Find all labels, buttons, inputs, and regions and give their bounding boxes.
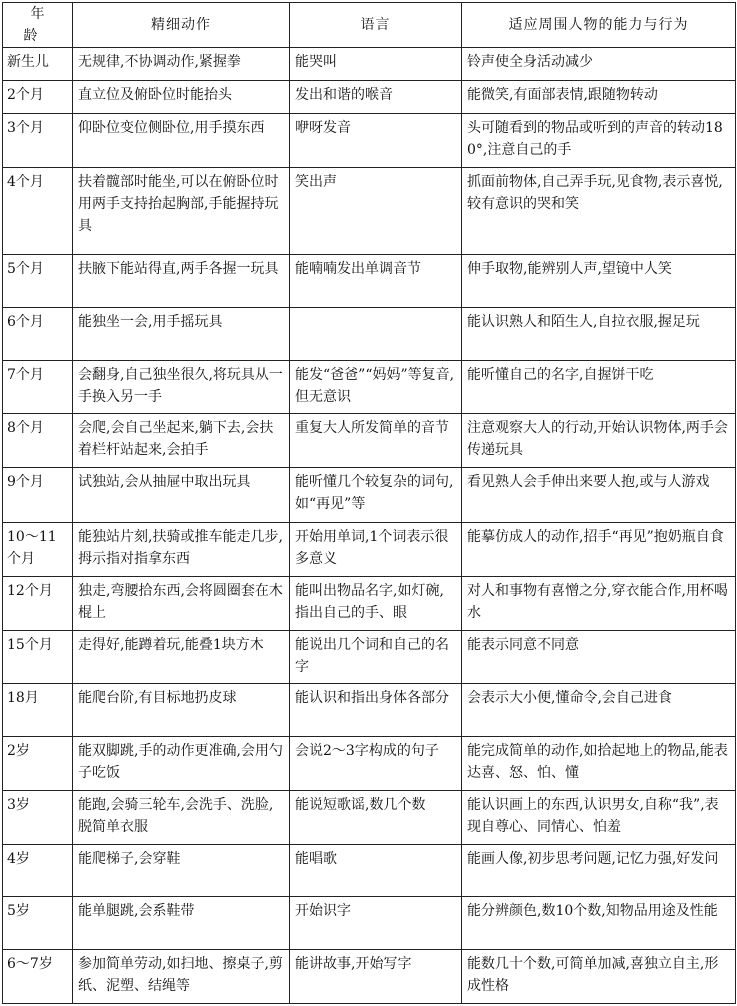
fine-motor-cell: 能双脚跳,手的动作更准确,会用勺子吃饭 — [73, 737, 290, 791]
fine-motor-cell: 会爬,会自己坐起来,躺下去,会扶着栏杆站起来,会拍手 — [73, 414, 290, 468]
language-cell: 会说2～3字构成的句子 — [290, 737, 462, 791]
age-cell: 2个月 — [3, 80, 73, 114]
adaptation-cell: 能听懂自己的名字,自握饼干吃 — [462, 360, 736, 414]
adaptation-cell: 能认识熟人和陌生人,自拉衣服,握足玩 — [462, 307, 736, 360]
fine-motor-cell: 能独站片刻,扶骑或推车能走几步,拇示指对指拿东西 — [73, 523, 290, 577]
age-cell: 8个月 — [3, 414, 73, 468]
table-row — [3, 630, 736, 684]
language-cell: 重复大人所发简单的音节 — [290, 414, 462, 468]
table-row — [3, 80, 736, 114]
table-row — [3, 167, 736, 254]
fine-motor-cell: 能单腿跳,会系鞋带 — [73, 897, 290, 950]
adaptation-cell: 能表示同意不同意 — [462, 630, 736, 684]
age-cell: 7个月 — [3, 360, 73, 414]
language-cell: 能说出几个词和自己的名字 — [290, 630, 462, 684]
age-cell: 10～11个月 — [3, 523, 73, 577]
adaptation-cell: 能画人像,初步思考问题,记忆力强,好发问 — [462, 844, 736, 897]
age-cell: 6个月 — [3, 307, 73, 360]
fine-motor-cell: 能独坐一会,用手摇玩具 — [73, 307, 290, 360]
language-cell: 能讲故事,开始写字 — [290, 950, 462, 1004]
language-cell: 能发“爸爸”“妈妈”等复音,但无意识 — [290, 360, 462, 414]
adaptation-cell: 抓面前物体,自己弄手玩,见食物,表示喜悦,较有意识的哭和笑 — [462, 167, 736, 254]
table-row — [3, 307, 736, 360]
fine-motor-cell: 仰卧位变位侧卧位,用手摸东西 — [73, 114, 290, 168]
age-cell: 12个月 — [3, 576, 73, 630]
table-body — [3, 48, 736, 1004]
fine-motor-cell: 试独站,会从抽屉中取出玩具 — [73, 468, 290, 523]
fine-motor-cell: 能爬梯子,会穿鞋 — [73, 844, 290, 897]
header-fine-motor: 精细动作 — [73, 3, 290, 48]
language-cell: 能认识和指出身体各部分 — [290, 684, 462, 737]
age-cell: 15个月 — [3, 630, 73, 684]
adaptation-cell: 能分辨颜色,数10个数,知物品用途及性能 — [462, 897, 736, 950]
table-row — [3, 790, 736, 844]
table-row — [3, 48, 736, 81]
language-cell — [290, 307, 462, 360]
header-adaptation: 适应周围人物的能力与行为 — [462, 3, 736, 48]
age-cell: 18月 — [3, 684, 73, 737]
age-cell: 9个月 — [3, 468, 73, 523]
age-cell: 4岁 — [3, 844, 73, 897]
table-row — [3, 360, 736, 414]
language-cell: 能喃喃发出单调音节 — [290, 255, 462, 308]
adaptation-cell: 铃声使全身活动减少 — [462, 48, 736, 81]
table-row — [3, 468, 736, 523]
adaptation-cell: 头可随看到的物品或听到的声音的转动180°,注意自己的手 — [462, 114, 736, 168]
table-row — [3, 684, 736, 737]
age-cell: 6～7岁 — [3, 950, 73, 1004]
header-language: 语言 — [290, 3, 462, 48]
language-cell: 开始用单词,1个词表示很多意义 — [290, 523, 462, 577]
table-row — [3, 414, 736, 468]
age-cell: 3岁 — [3, 790, 73, 844]
language-cell: 能听懂几个较复杂的词句,如“再见”等 — [290, 468, 462, 523]
age-cell: 2岁 — [3, 737, 73, 791]
fine-motor-cell: 走得好,能蹲着玩,能叠1块方木 — [73, 630, 290, 684]
fine-motor-cell: 会翻身,自己独坐很久,将玩具从一手换入另一手 — [73, 360, 290, 414]
development-table — [2, 2, 736, 1004]
age-cell: 3个月 — [3, 114, 73, 168]
table-row — [3, 950, 736, 1004]
adaptation-cell: 能摹仿成人的动作,招手“再见”抱奶瓶自食 — [462, 523, 736, 577]
language-cell: 咿呀发音 — [290, 114, 462, 168]
adaptation-cell: 能认识画上的东西,认识男女,自称“我”,表现自尊心、同情心、怕羞 — [462, 790, 736, 844]
age-cell: 5岁 — [3, 897, 73, 950]
language-cell: 能哭叫 — [290, 48, 462, 81]
table-row — [3, 844, 736, 897]
age-cell: 新生儿 — [3, 48, 73, 81]
fine-motor-cell: 扶着髋部时能坐,可以在俯卧位时用两手支持抬起胸部,手能握持玩具 — [73, 167, 290, 254]
adaptation-cell: 会表示大小便,懂命令,会自己进食 — [462, 684, 736, 737]
adaptation-cell: 对人和事物有喜憎之分,穿衣能合作,用杯喝水 — [462, 576, 736, 630]
table-row — [3, 897, 736, 950]
table-row — [3, 114, 736, 168]
fine-motor-cell: 能跑,会骑三轮车,会洗手、洗脸,脱简单衣服 — [73, 790, 290, 844]
age-cell: 5个月 — [3, 255, 73, 308]
fine-motor-cell: 直立位及俯卧位时能抬头 — [73, 80, 290, 114]
adaptation-cell: 伸手取物,能辨别人声,望镜中人笑 — [462, 255, 736, 308]
age-cell: 4个月 — [3, 167, 73, 254]
fine-motor-cell: 扶腋下能站得直,两手各握一玩具 — [73, 255, 290, 308]
fine-motor-cell: 无规律,不协调动作,紧握拳 — [73, 48, 290, 81]
adaptation-cell: 注意观察大人的行动,开始认识物体,两手会传递玩具 — [462, 414, 736, 468]
fine-motor-cell: 参加简单劳动,如扫地、擦桌子,剪纸、泥塑、结绳等 — [73, 950, 290, 1004]
language-cell: 能唱歌 — [290, 844, 462, 897]
language-cell: 笑出声 — [290, 167, 462, 254]
fine-motor-cell: 能爬台阶,有目标地扔皮球 — [73, 684, 290, 737]
header-age: 年龄 — [3, 3, 73, 48]
table-row — [3, 523, 736, 577]
adaptation-cell: 能微笑,有面部表情,跟随物转动 — [462, 80, 736, 114]
language-cell: 能叫出物品名字,如灯碗,指出自己的手、眼 — [290, 576, 462, 630]
header-row — [3, 3, 736, 48]
table-row — [3, 255, 736, 308]
table-row — [3, 737, 736, 791]
fine-motor-cell: 独走,弯腰拾东西,会将圆圈套在木棍上 — [73, 576, 290, 630]
language-cell: 发出和谐的喉音 — [290, 80, 462, 114]
adaptation-cell: 看见熟人会手伸出来要人抱,或与人游戏 — [462, 468, 736, 523]
language-cell: 能说短歌谣,数几个数 — [290, 790, 462, 844]
adaptation-cell: 能数几十个数,可简单加减,喜独立自主,形成性格 — [462, 950, 736, 1004]
table-row — [3, 576, 736, 630]
language-cell: 开始识字 — [290, 897, 462, 950]
adaptation-cell: 能完成简单的动作,如拾起地上的物品,能表达喜、怒、怕、懂 — [462, 737, 736, 791]
